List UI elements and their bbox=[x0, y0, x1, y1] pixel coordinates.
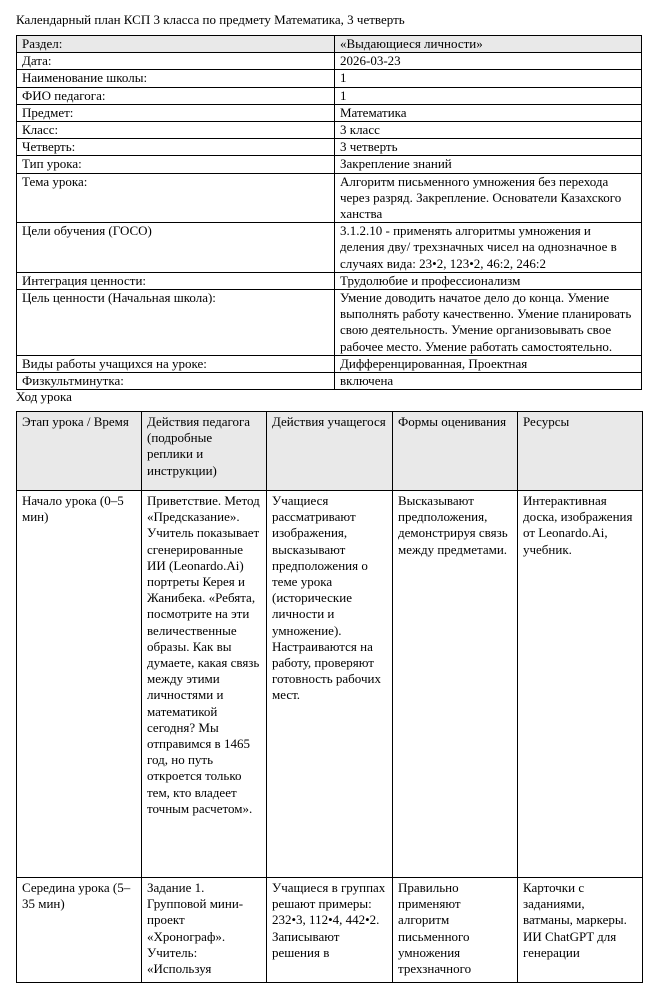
info-row bbox=[17, 104, 642, 121]
cell-student-actions: Учащиеся рассматривают изображения, высказывают предположения о теме урока (исторические личности и умножение). Настраиваются на работу, проверяют готовность рабочих мест. bbox=[267, 491, 393, 878]
info-key: Дата: bbox=[17, 53, 335, 70]
cell-stage: Середина урока (5–35 мин) bbox=[17, 878, 142, 983]
section-title: Ход урока bbox=[16, 389, 72, 404]
info-value: включена bbox=[335, 373, 642, 390]
info-value: 1 bbox=[335, 87, 642, 104]
info-row bbox=[17, 272, 642, 289]
info-value: Закрепление знаний bbox=[335, 156, 642, 173]
plan-header-row bbox=[17, 412, 643, 491]
info-key: Тип урока: bbox=[17, 156, 335, 173]
info-key: Четверть: bbox=[17, 139, 335, 156]
info-value: Математика bbox=[335, 104, 642, 121]
info-row bbox=[17, 53, 642, 70]
cell-assessment: Правильно применяют алгоритм письменного умножения трехзначного bbox=[393, 878, 518, 983]
cell-assessment: Высказывают предположения, демонстрируя связь между предметами. bbox=[393, 491, 518, 878]
cell-teacher-actions: Задание 1. Групповой мини-проект «Хронограф». Учитель: «Используя bbox=[142, 878, 267, 983]
info-value: 2026-03-23 bbox=[335, 53, 642, 70]
info-row bbox=[17, 36, 642, 53]
header-teacher-actions: Действия педагога (подробные реплики и инструкции) bbox=[142, 412, 267, 491]
cell-resources: Интерактивная доска, изображения от Leonardo.Ai, учебник. bbox=[518, 491, 643, 878]
info-key: ФИО педагога: bbox=[17, 87, 335, 104]
info-value: 3 класс bbox=[335, 122, 642, 139]
info-key: Раздел: bbox=[17, 36, 335, 53]
info-row bbox=[17, 87, 642, 104]
info-row bbox=[17, 122, 642, 139]
info-value: Дифференцированная, Проектная bbox=[335, 355, 642, 372]
plan-row bbox=[17, 878, 643, 983]
info-row bbox=[17, 156, 642, 173]
cell-teacher-actions: Приветствие. Метод «Предсказание». Учитель показывает сгенерированные ИИ (Leonardo.Ai) портреты Керея и Жанибека. «Ребята, посмотрите на эти величественные образы. Как вы думаете, какая связь между этими личностями и математикой сегодня? Мы отправимся в 1465 год, но путь откроется только тем, кто владеет точным расчетом». bbox=[142, 491, 267, 878]
header-assessment: Формы оценивания bbox=[393, 412, 518, 491]
info-value: 1 bbox=[335, 70, 642, 87]
info-row bbox=[17, 290, 642, 356]
info-value: «Выдающиеся личности» bbox=[335, 36, 642, 53]
info-key: Физкультминутка: bbox=[17, 373, 335, 390]
info-value: 3 четверть bbox=[335, 139, 642, 156]
header-student-actions: Действия учащегося bbox=[267, 412, 393, 491]
info-key: Тема урока: bbox=[17, 173, 335, 223]
document-title: Календарный план КСП 3 класса по предмету Математика, 3 четверть bbox=[16, 12, 405, 27]
info-row bbox=[17, 70, 642, 87]
cell-stage: Начало урока (0–5 мин) bbox=[17, 491, 142, 878]
info-key: Интеграция ценности: bbox=[17, 272, 335, 289]
info-row bbox=[17, 223, 642, 273]
info-key: Класс: bbox=[17, 122, 335, 139]
header-stage: Этап урока / Время bbox=[17, 412, 142, 491]
info-value: Трудолюбие и профессионализм bbox=[335, 272, 642, 289]
info-key: Цели обучения (ГОСО) bbox=[17, 223, 335, 273]
info-row bbox=[17, 139, 642, 156]
cell-student-actions: Учащиеся в группах решают примеры: 232•3, 112•4, 442•2. Записывают решения в bbox=[267, 878, 393, 983]
lesson-info-table bbox=[16, 35, 642, 390]
info-key: Наименование школы: bbox=[17, 70, 335, 87]
lesson-plan-table bbox=[16, 411, 643, 983]
cell-resources: Карточки с заданиями, ватманы, маркеры. ИИ ChatGPT для генерации bbox=[518, 878, 643, 983]
info-row bbox=[17, 355, 642, 372]
info-row bbox=[17, 173, 642, 223]
header-resources: Ресурсы bbox=[518, 412, 643, 491]
info-key: Виды работы учащихся на уроке: bbox=[17, 355, 335, 372]
plan-row bbox=[17, 491, 643, 878]
info-key: Цель ценности (Начальная школа): bbox=[17, 290, 335, 356]
info-value: 3.1.2.10 - применять алгоритмы умножения и деления дву/ трехзначных чисел на однозначное в случаях вида: 23•2, 123•2, 46:2, 246:2 bbox=[335, 223, 642, 273]
info-value: Умение доводить начатое дело до конца. Умение выполнять работу качественно. Умение планировать свою деятельность. Умение организовывать свое рабочее место. Умение работать самостоятельно. bbox=[335, 290, 642, 356]
info-row bbox=[17, 373, 642, 390]
info-value: Алгоритм письменного умножения без перехода через разряд. Закрепление. Основатели Казахского ханства bbox=[335, 173, 642, 223]
info-key: Предмет: bbox=[17, 104, 335, 121]
